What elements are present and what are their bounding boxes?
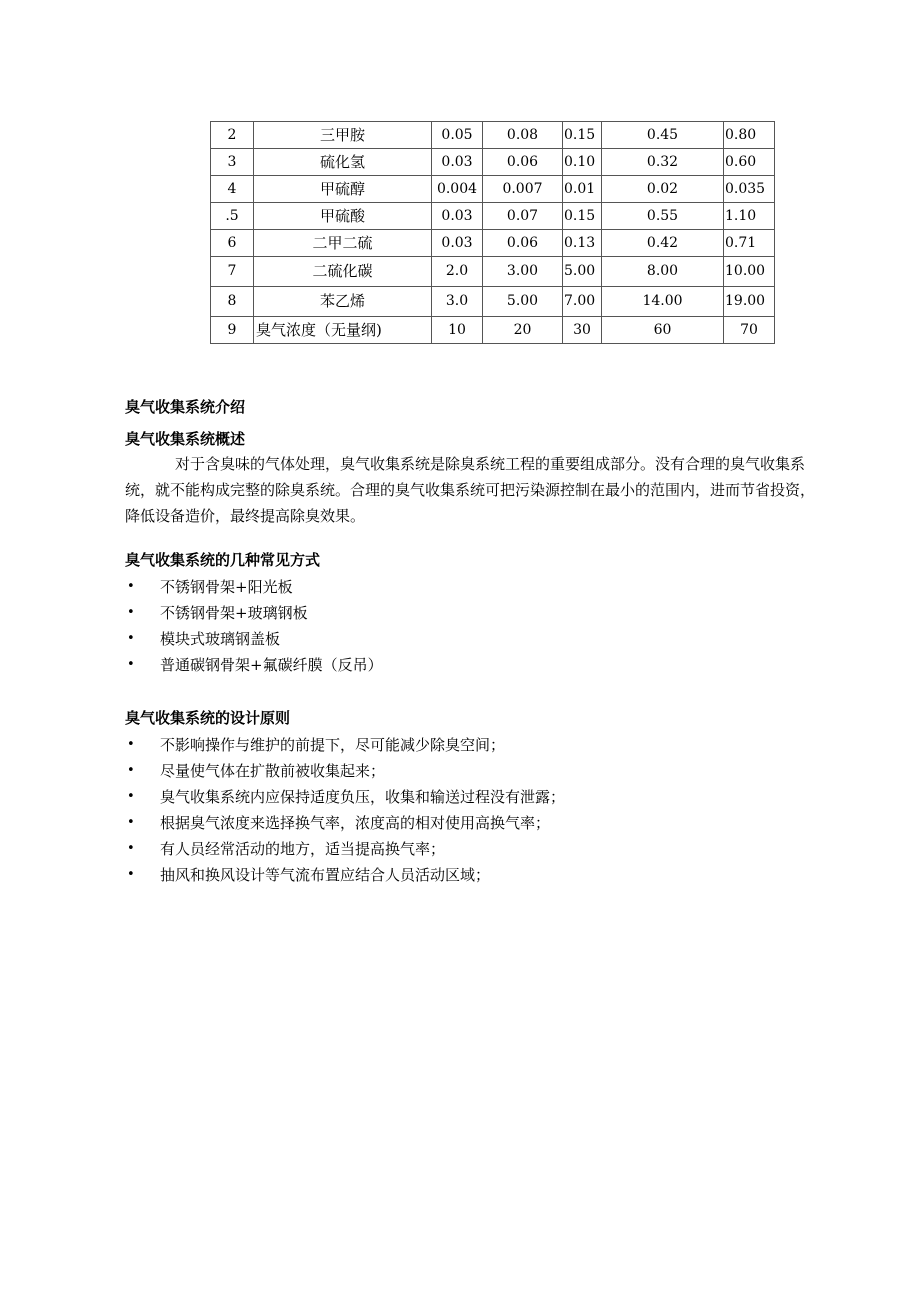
substance-name: 二硫化碳 [254,257,432,287]
substance-name: 甲硫醇 [254,176,432,203]
value-cell: 0.45 [602,122,724,149]
value-cell: 0.06 [483,230,563,257]
table-row [211,176,775,203]
value-cell: 0.03 [432,230,483,257]
bullet-icon: • [127,763,135,778]
row-number: 7 [211,257,254,287]
list-item-text: 不锈钢骨架+阳光板 [160,578,293,596]
row-number: 9 [211,317,254,344]
value-cell: 0.02 [602,176,724,203]
subsection-title: 臭气收集系统概述 [125,430,246,448]
value-cell: 1.10 [724,203,775,230]
value-cell: 0.08 [483,122,563,149]
list-item-text: 尽量使气体在扩散前被收集起来； [160,762,386,780]
value-cell: 0.80 [724,122,775,149]
value-cell: 3.00 [483,257,563,287]
value-cell: 5.00 [563,257,602,287]
list-item [125,784,565,810]
list-item [125,626,383,652]
list-item [125,574,383,600]
list-item [125,862,565,888]
value-cell: 7.00 [563,287,602,317]
value-cell: 0.05 [432,122,483,149]
list-item [125,652,383,678]
value-cell: 60 [602,317,724,344]
list-item-text: 有人员经常活动的地方，适当提高换气率； [160,840,446,858]
substance-name: 苯乙烯 [254,287,432,317]
table-row [211,287,775,317]
value-cell: 0.10 [563,149,602,176]
bullet-icon: • [127,631,135,646]
value-cell: 0.004 [432,176,483,203]
row-number: 2 [211,122,254,149]
section-title: 臭气收集系统介绍 [125,398,246,416]
list-item [125,836,565,862]
list-item-text: 抽风和换风设计等气流布置应结合人员活动区域； [160,866,491,884]
value-cell: 0.035 [724,176,775,203]
section-title: 臭气收集系统的几种常见方式 [125,551,321,569]
substance-name: 臭气浓度（无量纲) [254,317,432,344]
list-item [125,600,383,626]
list-item [125,758,565,784]
table-row [211,317,775,344]
value-cell: 30 [563,317,602,344]
value-cell: 19.00 [724,287,775,317]
section-title: 臭气收集系统的设计原则 [125,709,291,727]
value-cell: 70 [724,317,775,344]
substance-name: 二甲二硫 [254,230,432,257]
table-row [211,149,775,176]
table-row [211,230,775,257]
row-number: 8 [211,287,254,317]
intro-paragraph: 对于含臭味的气体处理，臭气收集系统是除臭系统工程的重要组成部分。没有合理的臭气收集系统，就不能构成完整的除臭系统。合理的臭气收集系统可把污染源控制在最小的范围内，进而节省投资，降低设备造价，最终提高除臭效果。 [125,455,816,525]
methods-list [125,574,383,678]
bullet-icon: • [127,657,135,672]
row-number: 6 [211,230,254,257]
bullet-icon: • [127,815,135,830]
value-cell: 10.00 [724,257,775,287]
value-cell: 0.06 [483,149,563,176]
principles-list [125,732,565,888]
list-item-text: 根据臭气浓度来选择换气率，浓度高的相对使用高换气率； [160,814,551,832]
value-cell: 0.03 [432,149,483,176]
value-cell: 14.00 [602,287,724,317]
value-cell: 0.007 [483,176,563,203]
list-item-text: 普通碳钢骨架+氟碳纤膜（反吊） [160,656,383,674]
value-cell: 0.03 [432,203,483,230]
value-cell: 8.00 [602,257,724,287]
substance-name: 甲硫酸 [254,203,432,230]
value-cell: 0.55 [602,203,724,230]
row-number: 4 [211,176,254,203]
value-cell: 3.0 [432,287,483,317]
value-cell: 0.13 [563,230,602,257]
bullet-icon: • [127,789,135,804]
value-cell: 5.00 [483,287,563,317]
row-number: 3 [211,149,254,176]
value-cell: 0.32 [602,149,724,176]
list-item-text: 不影响操作与维护的前提下，尽可能减少除臭空间； [160,736,506,754]
value-cell: 0.60 [724,149,775,176]
value-cell: 10 [432,317,483,344]
row-number: .5 [211,203,254,230]
value-cell: 0.07 [483,203,563,230]
substance-name: 硫化氢 [254,149,432,176]
value-cell: 0.15 [563,203,602,230]
table-row [211,122,775,149]
value-cell: 0.01 [563,176,602,203]
bullet-icon: • [127,579,135,594]
list-item [125,732,565,758]
list-item-text: 臭气收集系统内应保持适度负压，收集和输送过程没有泄露； [160,788,566,806]
value-cell: 20 [483,317,563,344]
odor-threshold-table [210,121,775,344]
value-cell: 0.71 [724,230,775,257]
table-row [211,203,775,230]
value-cell: 0.15 [563,122,602,149]
substance-name: 三甲胺 [254,122,432,149]
value-cell: 0.42 [602,230,724,257]
table-row [211,257,775,287]
bullet-icon: • [127,841,135,856]
bullet-icon: • [127,737,135,752]
list-item-text: 模块式玻璃钢盖板 [160,630,281,648]
value-cell: 2.0 [432,257,483,287]
list-item [125,810,565,836]
list-item-text: 不锈钢骨架+玻璃钢板 [160,604,308,622]
bullet-icon: • [127,867,135,882]
bullet-icon: • [127,605,135,620]
